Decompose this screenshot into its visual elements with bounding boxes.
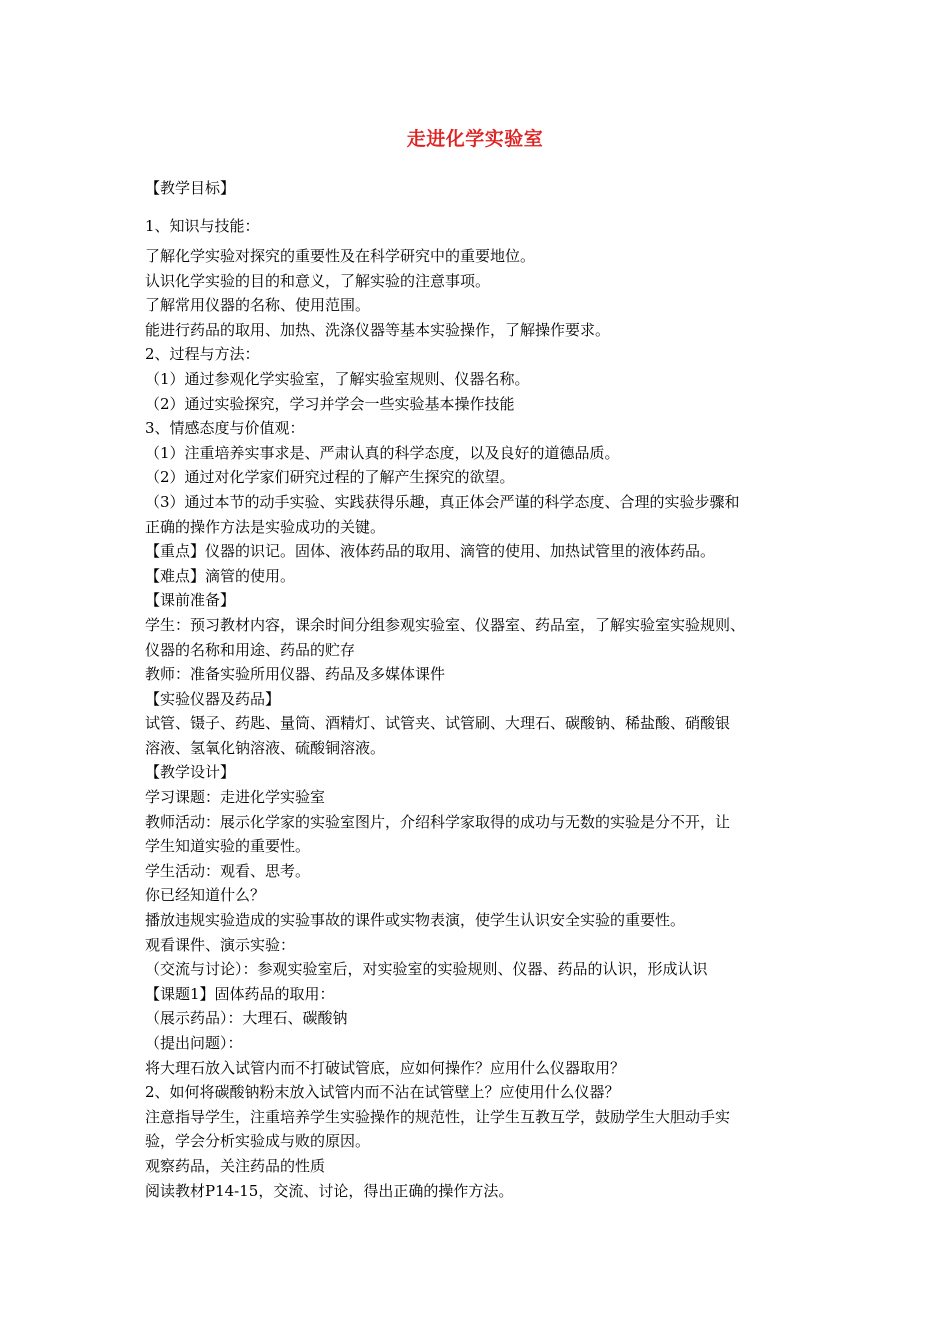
text-line: 播放违规实验造成的实验事故的课件或实物表演，使学生认识安全实验的重要性。 (145, 911, 686, 930)
text-line: （交流与讨论）：参观实验室后，对实验室的实验规则、仪器、药品的认识，形成认识 (145, 960, 708, 979)
text-line: 观看课件、演示实验： (145, 935, 296, 954)
text-line: （3）通过本节的动手实验、实践获得乐趣，真正体会严谨的科学态度、合理的实验步骤和 (145, 492, 740, 511)
text-line: 教师活动：展示化学家的实验室图片，介绍科学家取得的成功与无数的实验是分不开，让 (145, 812, 731, 831)
text-line: 学生知道实验的重要性。 (145, 837, 311, 856)
text-line: 【难点】滴管的使用。 (145, 566, 296, 585)
text-line: 学习课题：走进化学实验室 (145, 788, 326, 807)
text-line: 学生：预习教材内容，课余时间分组参观实验室、仪器室、药品室，了解实验室实验规则、 (145, 615, 746, 634)
text-line: 认识化学实验的目的和意义，了解实验的注意事项。 (145, 271, 491, 290)
text-line: 2、如何将碳酸钠粉末放入试管内而不沾在试管壁上？应使用什么仪器？ (145, 1083, 620, 1102)
text-line: 2、过程与方法： (145, 345, 260, 364)
text-line: 阅读教材P14-15，交流、讨论，得出正确的操作方法。 (145, 1181, 514, 1200)
text-line: 教师：准备实验所用仪器、药品及多媒体课件 (145, 665, 446, 684)
text-line: 验，学会分析实验成与败的原因。 (145, 1132, 371, 1151)
text-line: （提出问题）： (145, 1034, 243, 1052)
text-line: 了解化学实验对探究的重要性及在科学研究中的重要地位。 (145, 247, 536, 265)
teaching-goals-heading: 【教学目标】 (145, 179, 236, 197)
text-line: 学生活动：观看、思考。 (145, 861, 311, 880)
text-line: （1）通过参观化学实验室，了解实验室规则、仪器名称。 (145, 369, 530, 388)
text-line: 正确的操作方法是实验成功的关键。 (145, 517, 386, 536)
text-line: （1）注重培养实事求是、严肃认真的科学态度，以及良好的道德品质。 (145, 443, 620, 462)
text-line: 【重点】仪器的识记。固体、液体药品的取用、滴管的使用、加热试管里的液体药品。 (145, 542, 716, 561)
text-line: （2）通过实验探究，学习并学会一些实验基本操作技能 (145, 394, 515, 413)
text-line: 了解常用仪器的名称、使用范围。 (145, 296, 371, 315)
text-line: 将大理石放入试管内而不打破试管底，应如何操作？应用什么仪器取用？ (145, 1058, 626, 1077)
text-line: 【教学设计】 (145, 763, 236, 782)
text-line: 3、情感态度与价值观： (145, 419, 305, 438)
text-line: （展示药品）：大理石、碳酸钠 (145, 1009, 348, 1028)
text-line: （2）通过对化学家们研究过程的了解产生探究的欲望。 (145, 468, 515, 487)
text-line: 【课题1】固体药品的取用： (145, 984, 335, 1003)
document-body (145, 244, 820, 1203)
text-line: 试管、镊子、药匙、量筒、酒精灯、试管夹、试管刷、大理石、碳酸钠、稀盐酸、硝酸银 (145, 714, 731, 733)
text-line: 观察药品，关注药品的性质 (145, 1156, 326, 1175)
text-line: 溶液、氢氧化钠溶液、硫酸铜溶液。 (145, 738, 386, 757)
text-line: 注意指导学生，注重培养学生实验操作的规范性，让学生互教互学，鼓励学生大胆动手实 (145, 1107, 731, 1126)
text-line: 你已经知道什么？ (145, 886, 266, 905)
document-title: 走进化学实验室 (406, 128, 544, 150)
text-line: 能进行药品的取用、加热、洗涤仪器等基本实验操作，了解操作要求。 (145, 320, 611, 339)
text-line: 仪器的名称和用途、药品的贮存 (145, 640, 356, 659)
text-line: 【实验仪器及药品】 (145, 689, 281, 708)
text-line: 【课前准备】 (145, 591, 236, 610)
knowledge-skills-heading: 1、知识与技能： (145, 217, 260, 235)
